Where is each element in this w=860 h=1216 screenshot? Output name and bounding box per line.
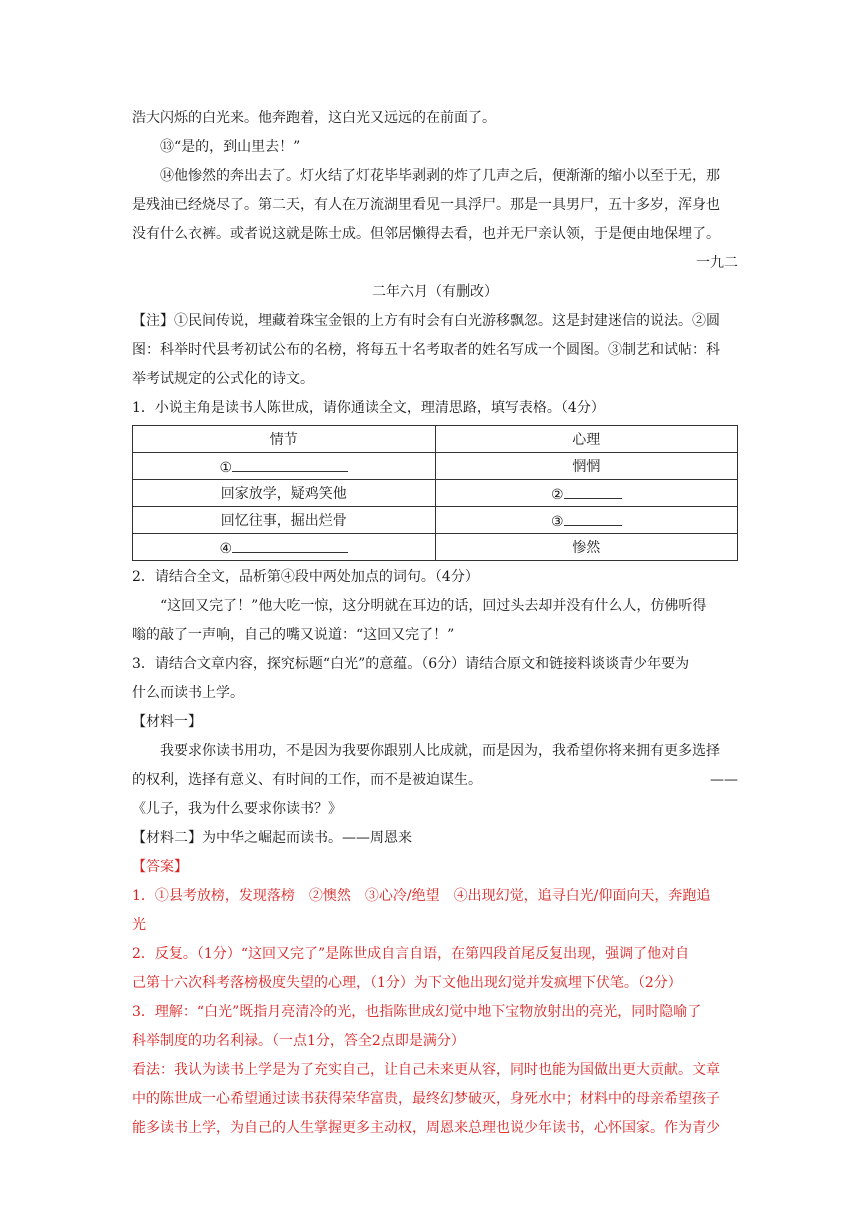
table-row: [133, 453, 738, 480]
passage-date-part1: 一九二: [696, 255, 738, 271]
question-3-line1: 3．请结合文章内容，探究标题“白光”的意蕴。（6分）请结合原文和链接料谈谈青少年要为: [132, 656, 690, 672]
dotted-char: 又: [391, 621, 405, 650]
dotted-char: 又: [195, 592, 209, 621]
table-cell-plot: 回忆往事，掘出烂骨: [133, 507, 436, 534]
table-cell-plot: ④: [133, 534, 436, 561]
dotted-char: 完: [209, 592, 223, 621]
table-cell-mind: 惘惘: [435, 453, 738, 480]
table-header-mind: 心理: [435, 426, 738, 453]
table-header-row: [133, 426, 738, 453]
table-row: [133, 507, 738, 534]
notes-line: 【注】①民间传说，埋藏着珠宝金银的上方有时会有白光游移飘忽。这是封建迷信的说法。②圆: [132, 313, 720, 329]
passage-paragraph-13: ⑬“是的，到山里去！”: [160, 139, 301, 155]
plot-mind-table: [132, 425, 738, 561]
answer-1-line2: 光: [132, 917, 146, 933]
dotted-char: 这: [167, 592, 181, 621]
passage-line: 没有什么衣裤。或者说这就是陈士成。但邻居懒得去看，也并无尸亲认领，于是便由地保埋了。: [132, 226, 720, 242]
dotted-char: 了: [223, 592, 237, 621]
table-row: [133, 534, 738, 561]
answer-3-line2: 科举制度的功名利禄。（一点1分，答全2点即是满分）: [132, 1033, 465, 1049]
table-header-plot: 情节: [133, 426, 436, 453]
material-2: 【材料二】为中华之崛起而读书。——周恩来: [132, 830, 412, 846]
table-cell-mind: 惨然: [435, 534, 738, 561]
passage-paragraph-14: ⑭他惨然的奔出去了。灯火结了灯花毕毕剥剥的炸了几声之后，便渐渐的缩小以至于无，那: [160, 168, 720, 184]
passage-line: 浩大闪烁的白光来。他奔跑着，这白光又远远的在前面了。: [132, 110, 496, 126]
question-2: 2．请结合全文，品析第④段中两处加点的词句。（4分）: [132, 569, 479, 585]
answer-blank[interactable]: [564, 483, 622, 499]
dotted-char: ！: [433, 621, 447, 650]
answer-2-line2: 己第十六次科考落榜极度失望的心理，（1分）为下文他出现幻觉并发疯埋下伏笔。（2分）: [132, 975, 682, 991]
dotted-char: 了: [419, 621, 433, 650]
table-cell-plot: ①: [133, 453, 436, 480]
dotted-char: 完: [405, 621, 419, 650]
notes-line: 举考试规定的公式化的诗文。: [132, 371, 314, 387]
question-3-line2: 什么而读书上学。: [132, 685, 244, 701]
table-cell-mind: ③: [435, 507, 738, 534]
answer-2-line1: 2．反复。（1分）“这回又完了”是陈世成自言自语，在第四段首尾反复出现，强调了他对自: [132, 946, 690, 962]
question-2-quote-line2: 嗡的敲了一声响，自己的嘴又说道：“这回又完了！”: [132, 621, 738, 650]
material-1-line1: 我要求你读书用功，不是因为我要你跟别人比成就，而是因为，我希望你将来拥有更多选择: [160, 743, 720, 759]
answer-1-line1: 1．①县考放榜，发现落榜 ②懊然 ③心冷/绝望 ④出现幻觉，追寻白光/仰面向天，奔跑追: [132, 888, 711, 904]
dotted-char: 回: [377, 621, 391, 650]
question-1: 1．小说主角是读书人陈世成，请你通读全文，理清思路，填写表格。（4分）: [132, 400, 605, 416]
answer-3-line1: 3．理解：“白光”既指月亮清冷的光，也指陈世成幻觉中地下宝物放射出的亮光，同时隐喻了: [132, 1004, 702, 1020]
answer-view-line3: 能多读书上学，为自己的人生掌握更多主动权，周恩来总理也说少年读书，心怀国家。作为青少: [132, 1120, 720, 1136]
material-1-line2: 的权利，选择有意义、有时间的工作，而不是被迫谋生。 ——: [132, 772, 738, 788]
material-1-source: 《儿子，我为什么要求你读书？》: [132, 801, 342, 817]
answer-view-line2: 中的陈世成一心希望通过读书获得荣华富贵，最终幻梦破灭，身死水中；材料中的母亲希望孩子: [132, 1091, 720, 1107]
passage-line: 是残油已经烧尽了。第二天，有人在万流湖里看见一具浮尸。那是一具男尸，五十多岁，浑身也: [132, 197, 720, 213]
question-2-quote-line1: “这回又完了！”他大吃一惊，这分明就在耳边的话，回过头去却并没有什么人，仿佛听得: [132, 592, 738, 621]
notes-line: 图：科举时代县考初试公布的名榜，将每五十名考取者的姓名写成一个圆图。③制艺和试帖：科: [132, 342, 720, 358]
answer-blank[interactable]: [232, 456, 348, 472]
dotted-char: ！: [237, 592, 251, 621]
table-row: [133, 480, 738, 507]
table-cell-mind: ②: [435, 480, 738, 507]
table-cell-plot: 回家放学，疑鸡笑他: [133, 480, 436, 507]
answer-label: 【答案】: [132, 859, 188, 875]
answer-view-line1: 看法：我认为读书上学是为了充实自己，让自己未来更从容，同时也能为国做出更大贡献。文章: [132, 1062, 720, 1078]
dotted-char: 这: [363, 621, 377, 650]
answer-blank[interactable]: [232, 537, 348, 553]
passage-date-part2: 二年六月（有删改）: [372, 284, 498, 300]
dotted-char: 回: [181, 592, 195, 621]
document-page: [132, 104, 738, 1143]
material-1-label: 【材料一】: [132, 714, 202, 730]
answer-blank[interactable]: [564, 510, 622, 526]
